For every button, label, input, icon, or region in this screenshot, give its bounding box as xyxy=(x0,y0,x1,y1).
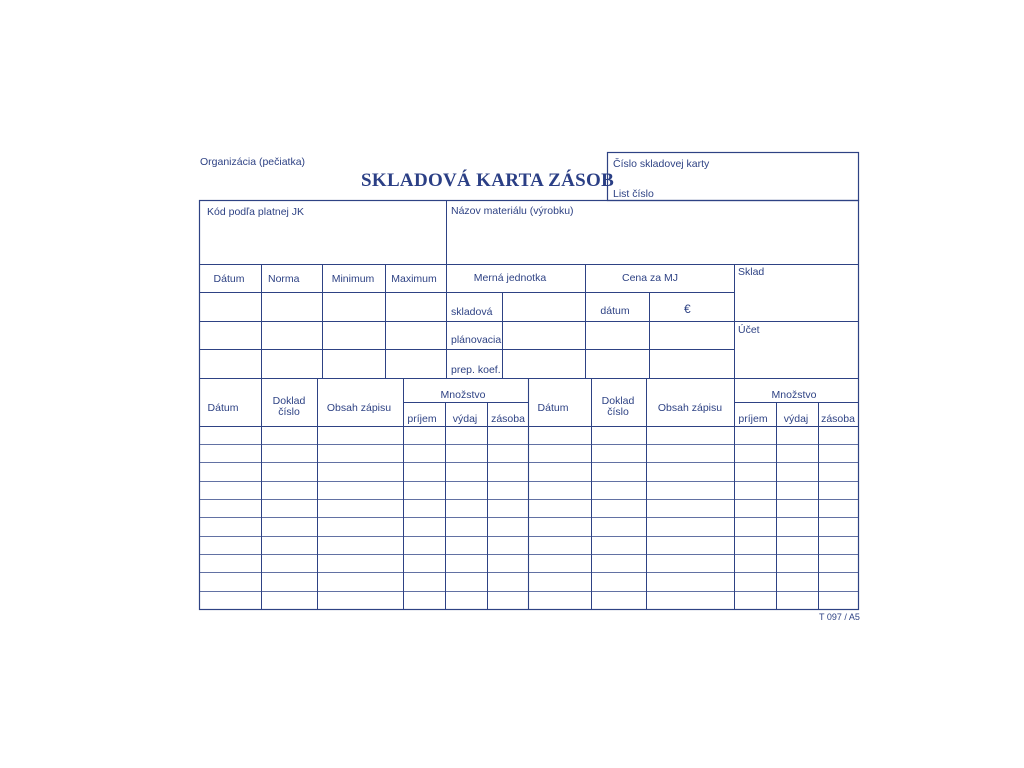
form-title: SKLADOVÁ KARTA ZÁSOB xyxy=(361,170,615,191)
organization-label: Organizácia (pečiatka) xyxy=(200,156,306,168)
unit-row-planning: plánovacia xyxy=(451,334,502,346)
norm-label: Norma xyxy=(268,273,300,285)
unit-row-conversion: prep. koef. xyxy=(451,364,501,376)
warehouse-label: Sklad xyxy=(738,266,765,278)
ledger-date-label-left: Dátum xyxy=(207,402,239,414)
ledger-stock-label-right: zásoba xyxy=(821,413,855,425)
ledger-receipt-label-left: príjem xyxy=(407,413,437,425)
ledger-receipt-label-right: príjem xyxy=(738,413,768,425)
unit-label: Merná jednotka xyxy=(473,272,547,284)
card-number-label: Číslo skladovej karty xyxy=(613,158,710,170)
euro-symbol: € xyxy=(684,302,691,316)
form-code: T 097 / A5 xyxy=(819,612,860,622)
ledger-date-label-right: Dátum xyxy=(537,402,569,414)
sheet-number-label: List číslo xyxy=(613,188,654,200)
account-label: Účet xyxy=(738,324,760,336)
minimum-label: Minimum xyxy=(331,273,375,285)
ledger-document-label-right-line2: číslo xyxy=(607,406,629,418)
ledger-content-label-left: Obsah zápisu xyxy=(326,402,392,414)
ledger-stock-label-left: zásoba xyxy=(491,413,525,425)
ledger-content-label-right: Obsah zápisu xyxy=(657,402,723,414)
price-label: Cena za MJ xyxy=(621,272,679,284)
norms-date-label: Dátum xyxy=(213,273,245,285)
price-date-label: dátum xyxy=(600,305,630,317)
ledger-document-label-left-line2: číslo xyxy=(278,406,300,418)
code-label: Kód podľa platnej JK xyxy=(207,206,305,218)
unit-row-warehouse: skladová xyxy=(451,306,493,318)
ledger-issue-label-right: výdaj xyxy=(783,413,809,425)
ledger-quantity-label-left: Množstvo xyxy=(440,389,486,401)
material-name-label: Názov materiálu (výrobku) xyxy=(451,205,574,217)
ledger-document-label-right-line1: Doklad xyxy=(601,395,635,407)
ledger-issue-label-left: výdaj xyxy=(452,413,478,425)
ledger-document-label-left-line1: Doklad xyxy=(272,395,306,407)
ledger-quantity-label-right: Množstvo xyxy=(771,389,817,401)
maximum-label: Maximum xyxy=(391,273,437,285)
